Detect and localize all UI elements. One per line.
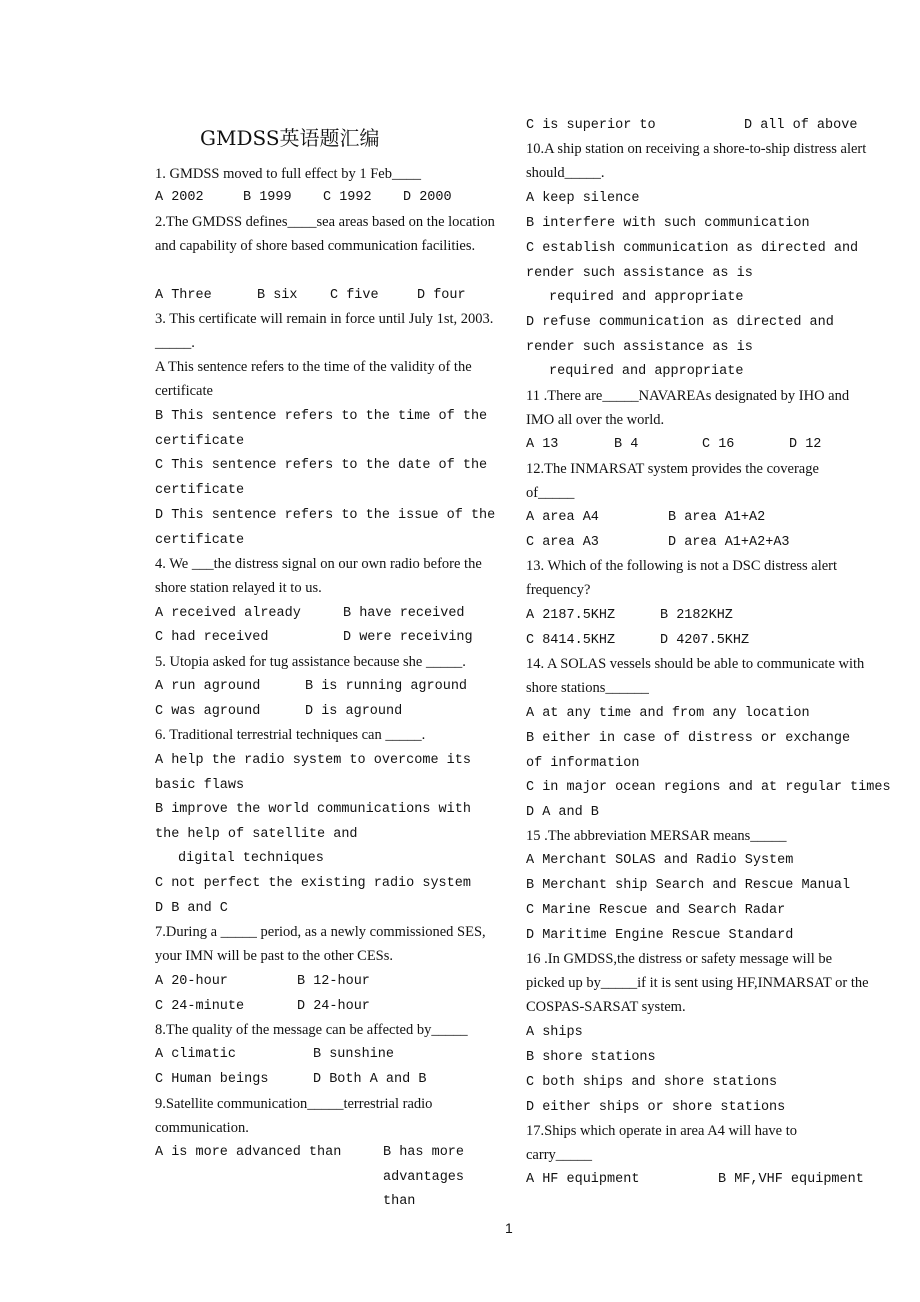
question-10: 10.A ship station on receiving a shore-to-ship distress alert should_____. [526,141,867,181]
question-4: 4. We ___the distress signal on our own radio before the shore station relayed it to us. [155,556,482,596]
q10-option-a: A keep silence [526,191,640,206]
q17-option-b: B MF,VHF equipment [718,1172,864,1187]
q1-option-d: D 2000 [403,190,452,205]
q1-option-b: B 1999 [243,190,292,205]
q10-option-c-continued: required and appropriate [549,290,744,305]
q9-option-b [383,1141,500,1215]
q11-option-d: D 12 [789,437,822,452]
q3-option-c: C This sentence refers to the date of the certificate [155,458,488,498]
question-11: 11 .There are_____NAVAREAs designated by IHO and IMO all over the world. [526,388,850,428]
q5-option-d: D is aground [305,704,403,719]
q5-option-c: C was aground [155,704,261,719]
q12-option-a: A area A4 [526,510,599,525]
q13-option-c: C 8414.5KHZ [526,633,616,648]
q13-option-b: B 2182KHZ [660,608,733,623]
q6-option-a: A help the radio system to overcome its basic flaws [155,753,471,793]
q3-option-a: A This sentence refers to the time of the validity of the certificate [155,359,472,399]
q7-option-d: D 24-hour [297,999,370,1014]
question-2: 2.The GMDSS defines____sea areas based on the location and capability of shore based communication facilities. [155,214,495,254]
q17-option-a: A HF equipment [526,1172,640,1187]
q8-option-c: C Human beings [155,1072,269,1087]
q4-option-b: B have received [343,606,465,621]
question-7: 7.During a _____ period, as a newly commissioned SES, your IMN will be past to the other CESs. [155,924,486,964]
q10-option-d: D refuse communication as directed and render such assistance as is [526,315,834,355]
q6-option-c: C not perfect the existing radio system [155,876,471,891]
q8-option-a: A climatic [155,1047,237,1062]
q6-option-d: D B and C [155,901,228,916]
q10-option-b: B interfere with such communication [526,216,810,231]
q9-option-b-text: B has more advantages than [383,1145,465,1209]
question-14: 14. A SOLAS vessels should be able to communicate with shore stations______ [526,656,865,696]
q15-option-c: C Marine Rescue and Search Radar [526,903,786,918]
q5-option-a: A run aground [155,679,261,694]
question-6: 6. Traditional terrestrial techniques can _____. [155,727,426,743]
question-15: 15 .The abbreviation MERSAR means_____ [526,828,787,844]
q2-option-a: A Three [155,288,212,303]
q1-option-a: A 2002 [155,190,204,205]
page-number: 1 [505,1220,513,1236]
q15-option-a: A Merchant SOLAS and Radio System [526,853,794,868]
q2-option-c: C five [330,288,379,303]
question-5: 5. Utopia asked for tug assistance because she _____. [155,654,466,670]
q1-option-c: C 1992 [323,190,372,205]
q11-option-a: A 13 [526,437,559,452]
q13-option-a: A 2187.5KHZ [526,608,616,623]
q9-option-c: C is superior to [526,118,656,133]
question-9: 9.Satellite communication_____terrestrial radio communication. [155,1096,433,1136]
q14-option-c: C in major ocean regions and at regular times [526,780,891,795]
q16-option-a: A ships [526,1025,583,1040]
q2-option-b: B six [257,288,298,303]
q7-option-c: C 24-minute [155,999,245,1014]
q14-option-d: D A and B [526,805,599,820]
q4-option-a: A received already [155,606,301,621]
q12-option-c: C area A3 [526,535,599,550]
question-13: 13. Which of the following is not a DSC distress alert frequency? [526,558,838,598]
question-16: 16 .In GMDSS,the distress or safety message will be picked up by_____if it is sent using HF,INMARSAT or the COSPAS-SARSAT system. [526,951,869,1015]
q4-option-c: C had received [155,630,269,645]
q14-option-a: A at any time and from any location [526,706,810,721]
question-12: 12.The INMARSAT system provides the coverage of_____ [526,461,819,501]
document-title: GMDSS英语题汇编 [200,126,380,150]
q16-option-d: D either ships or shore stations [526,1100,786,1115]
q10-option-c: C establish communication as directed and render such assistance as is [526,241,859,281]
q9-option-a: A is more advanced than [155,1145,342,1160]
question-3: 3. This certificate will remain in force until July 1st, 2003. _____. [155,311,494,351]
q3-option-b: B This sentence refers to the time of the certificate [155,409,488,449]
question-8: 8.The quality of the message can be affected by_____ [155,1022,468,1038]
q10-option-d-continued: required and appropriate [549,364,744,379]
q15-option-d: D Maritime Engine Rescue Standard [526,928,794,943]
q13-option-d: D 4207.5KHZ [660,633,750,648]
question-17: 17.Ships which operate in area A4 will have to carry_____ [526,1123,798,1163]
q11-option-c: C 16 [702,437,735,452]
q3-option-d: D This sentence refers to the issue of the certificate [155,508,496,548]
q7-option-b: B 12-hour [297,974,370,989]
q16-option-b: B shore stations [526,1050,656,1065]
q4-option-d: D were receiving [343,630,473,645]
q9-option-d: D all of above [744,118,858,133]
q14-option-b: B either in case of distress or exchange of information [526,731,851,771]
q12-option-b: B area A1+A2 [668,510,766,525]
q6-option-b-continued: digital techniques [178,851,324,866]
q2-option-d: D four [417,288,466,303]
q12-option-d: D area A1+A2+A3 [668,535,790,550]
q6-option-b: B improve the world communications with the help of satellite and [155,802,471,842]
q7-option-a: A 20-hour [155,974,228,989]
q16-option-c: C both ships and shore stations [526,1075,778,1090]
q11-option-b: B 4 [614,437,639,452]
q8-option-d: D Both A and B [313,1072,427,1087]
q8-option-b: B sunshine [313,1047,395,1062]
question-1: 1. GMDSS moved to full effect by 1 Feb____ [155,166,421,182]
q5-option-b: B is running aground [305,679,468,694]
q15-option-b: B Merchant ship Search and Rescue Manual [526,878,851,893]
